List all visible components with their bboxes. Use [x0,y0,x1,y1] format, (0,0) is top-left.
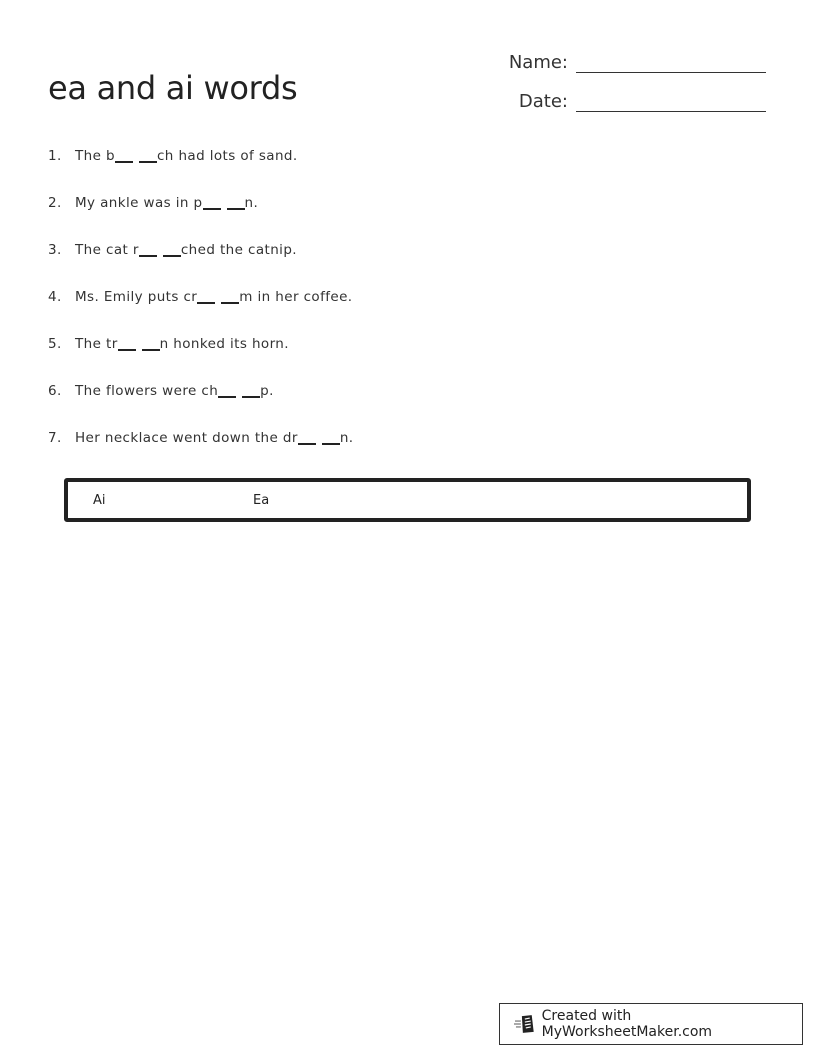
question-text-after: ched the catnip. [180,242,297,258]
question-number: 2. [48,195,62,211]
question-item [48,336,289,352]
question-item [48,430,353,446]
question-text-before: The tr [75,336,118,352]
date-field[interactable] [488,91,766,112]
question-number: 1. [48,148,62,164]
question-text-after: n. [244,195,259,211]
question-item [48,148,298,164]
question-text-after: ch had lots of sand. [156,148,298,164]
question-text-before: The flowers were ch [75,383,219,399]
question-text-after: p. [260,383,274,399]
footer-text: Created with MyWorksheetMaker.com [541,1008,713,1040]
answer-blank[interactable] [218,384,260,398]
question-text-after: n. [339,430,354,446]
answer-blank[interactable] [115,149,157,163]
page-title: ea and ai words [48,69,298,108]
name-line[interactable] [576,52,766,73]
question-number: 7. [48,430,62,446]
question-text-before: Her necklace went down the dr [75,430,298,446]
question-item [48,383,274,399]
footer-credit[interactable] [499,1003,803,1045]
name-field[interactable] [488,52,766,73]
answer-blank[interactable] [118,337,160,351]
word-bank-item: Ai [93,493,106,508]
word-bank-item: Ea [253,493,270,508]
question-number: 4. [48,289,62,305]
date-label: Date: [518,91,568,112]
answer-blank[interactable] [197,290,239,304]
question-item [48,242,297,258]
worksheet-logo-icon [514,1013,536,1035]
word-bank [64,478,751,522]
answer-blank[interactable] [139,243,181,257]
question-text-before: The b [75,148,115,164]
date-line[interactable] [576,91,766,112]
question-text-before: My ankle was in p [75,195,203,211]
question-number: 6. [48,383,62,399]
question-text-after: m in her coffee. [239,289,353,305]
question-number: 5. [48,336,62,352]
question-text-after: n honked its horn. [159,336,289,352]
question-text-before: The cat r [75,242,139,258]
question-number: 3. [48,242,62,258]
name-label: Name: [508,52,568,73]
question-item [48,195,258,211]
answer-blank[interactable] [298,431,340,445]
question-item [48,289,352,305]
answer-blank[interactable] [203,196,245,210]
question-text-before: Ms. Emily puts cr [75,289,198,305]
